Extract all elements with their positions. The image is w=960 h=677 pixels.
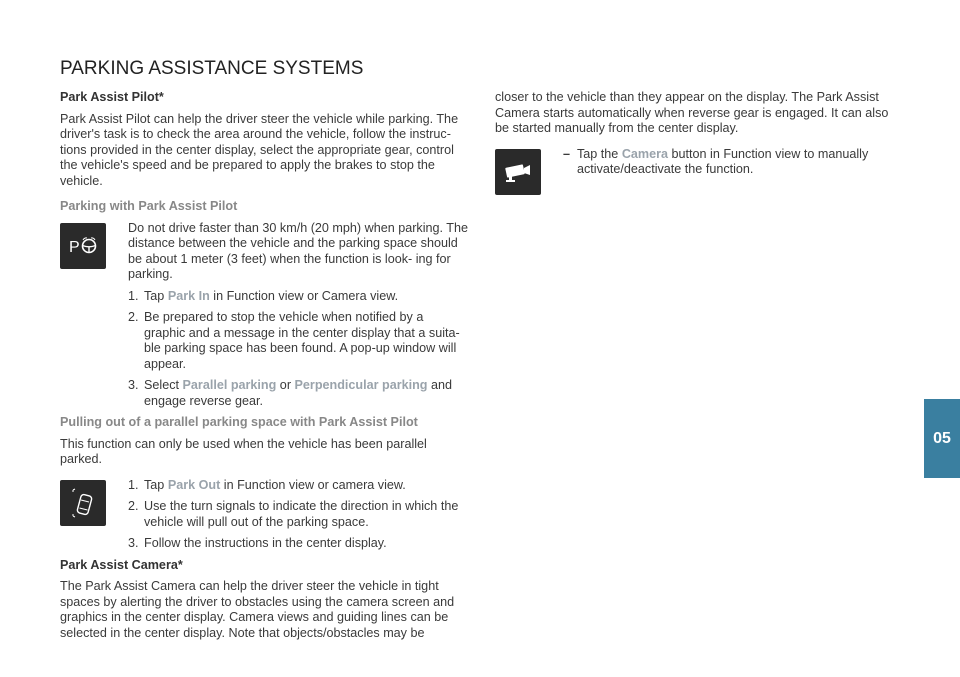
parallel-parking-keyword: Parallel parking [182, 378, 277, 392]
chapter-tab: 05 [924, 399, 960, 478]
item-text: button in Function view to manually activate/deactivate the function. [577, 146, 869, 176]
svg-text:P: P [69, 238, 80, 256]
park-out-icon [60, 480, 106, 526]
camera-block [495, 147, 895, 178]
parking-with-pilot-heading: Parking with Park Assist Pilot [60, 199, 238, 213]
dash-bullet: – [563, 146, 571, 161]
list-item [128, 310, 468, 372]
step-text: Use the turn signals to indicate the direction in which the vehicle will pull out of the parking space. [144, 499, 459, 529]
park-assist-pilot-icon [60, 223, 106, 269]
camera-icon [495, 149, 541, 195]
step-text: Tap [144, 477, 168, 492]
pull-out-steps [128, 478, 468, 552]
step-text: Be prepared to stop the vehicle when notified by a graphic and a message in the center display that a suita- ble parking space has been found. A pop-up window will appear. [144, 310, 460, 371]
park-assist-pilot-intro: Park Assist Pilot can help the driver steer the vehicle while parking. The driver's task is to check the area around the vehicle, follow the instruc- tions provided in the center display, select the appropriate gear, control the vehicle's speed and be prepared to apply the brakes to stop the vehicle. [60, 111, 459, 188]
list-item [128, 499, 468, 530]
list-item [128, 378, 468, 409]
parking-text: Do not drive faster than 30 km/h (20 mph) when parking. The distance between the vehicle and the parking space should be about 1 meter (3 feet) when the function is look- ing for parking. [128, 220, 468, 281]
perpendicular-parking-keyword: Perpendicular parking [294, 378, 428, 392]
list-item [128, 289, 468, 305]
step-text: in Function view or Camera view. [209, 288, 399, 303]
park-assist-camera-text-continued: closer to the vehicle than they appear on the display. The Park Assist Camera starts automatically when reverse gear is engaged. It can also be started manually from the center display. [495, 90, 889, 135]
item-text: Tap the [577, 146, 622, 161]
pull-out-intro: This function can only be used when the vehicle has been parallel parked. [60, 436, 427, 466]
park-out-keyword: Park Out [167, 477, 221, 492]
step-number: 1. [128, 288, 139, 303]
park-in-keyword: Park In [167, 288, 210, 303]
list-item [563, 147, 895, 178]
step-number: 3. [128, 378, 139, 392]
step-number: 3. [128, 536, 139, 550]
list-item [128, 536, 468, 552]
step-text: Follow the instructions in the center display. [144, 536, 387, 550]
camera-keyword: Camera [621, 146, 669, 161]
pull-out-heading: Pulling out of a parallel parking space with Park Assist Pilot [60, 415, 418, 429]
step-text: in Function view or camera view. [220, 477, 406, 492]
parking-block [60, 221, 468, 410]
pull-out-block [60, 478, 468, 552]
park-assist-pilot-heading: Park Assist Pilot* [60, 90, 164, 104]
step-number: 2. [128, 499, 139, 513]
park-assist-camera-text: The Park Assist Camera can help the driver steer the vehicle in tight spaces by alerting the driver to obstacles using the camera screen and graphics in the center display. Camera views and guiding lines can be selected in the center display. Note that objects/obstacles may be [60, 579, 455, 640]
parking-steps [128, 289, 468, 410]
step-number: 2. [128, 310, 139, 324]
step-text: Tap [144, 288, 168, 303]
step-text: and engage reverse gear. [144, 378, 453, 408]
step-text: or [276, 378, 295, 392]
step-text: Select [144, 378, 183, 392]
right-column [495, 90, 895, 178]
left-column [60, 90, 468, 651]
section-title: PARKING ASSISTANCE SYSTEMS [60, 58, 364, 79]
list-item [128, 478, 468, 494]
park-assist-camera-heading: Park Assist Camera* [60, 557, 183, 572]
step-number: 1. [128, 477, 139, 492]
